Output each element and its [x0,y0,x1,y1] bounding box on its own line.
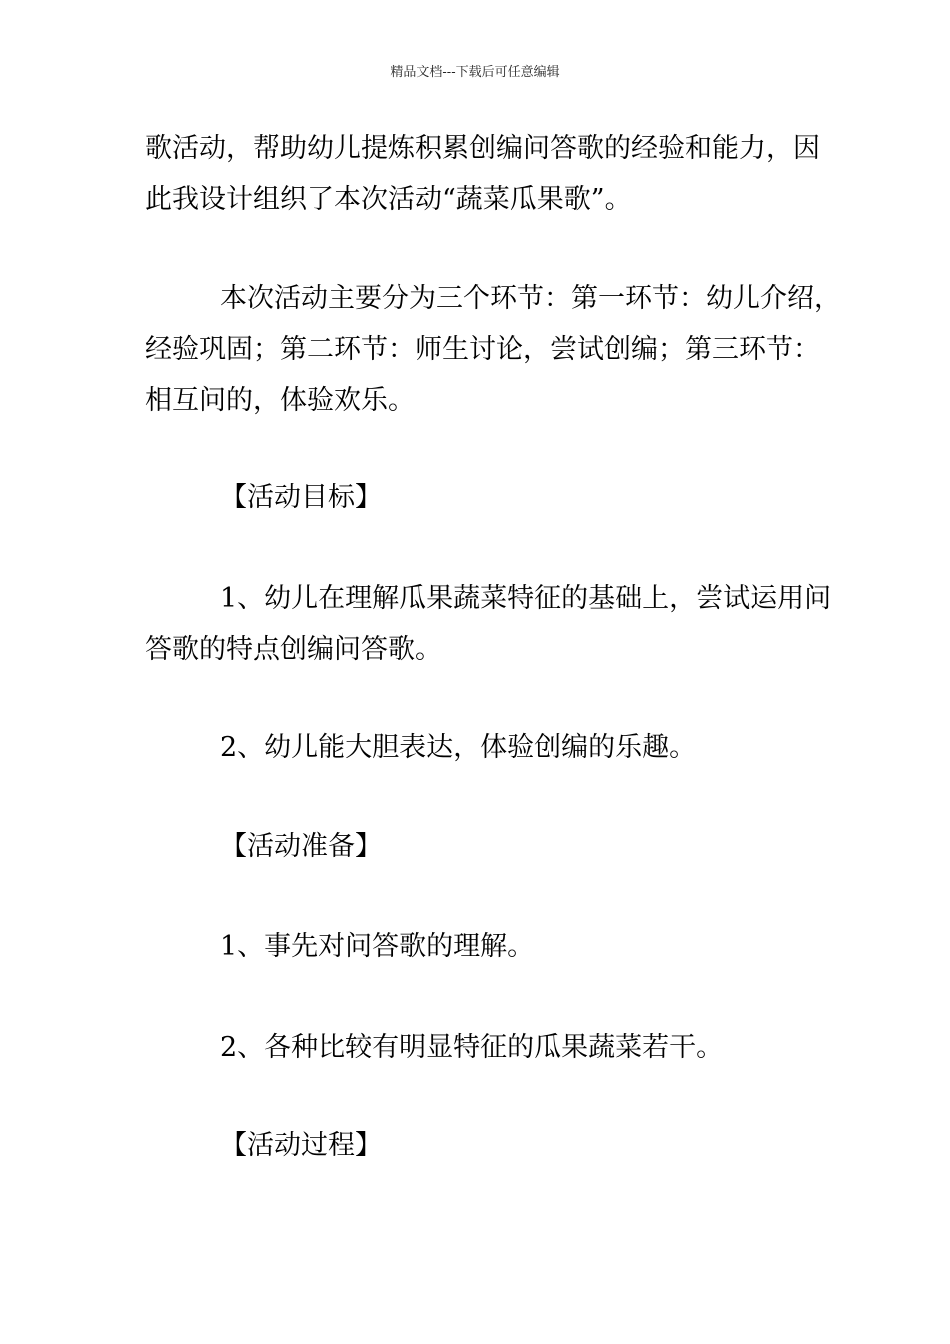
heading-activity-preparation: 【活动准备】 [220,831,382,862]
preparation-2: 2、各种比较有明显特征的瓜果蔬菜若干。 [220,1032,724,1063]
preparation-1: 1、事先对问答歌的理解。 [220,931,535,962]
heading-activity-goals: 【活动目标】 [220,482,382,513]
paragraph-2-line-3: 相互问的，体验欢乐。 [145,385,415,416]
intro-line-2: 此我设计组织了本次活动“蔬菜瓜果歌”。 [145,184,632,215]
goal-2: 2、幼儿能大胆表达，体验创编的乐趣。 [220,732,697,763]
paragraph-2-line-1: 本次活动主要分为三个环节：第一环节：幼儿介绍， [220,283,841,314]
intro-line-1: 歌活动，帮助幼儿提炼积累创编问答歌的经验和能力，因 [145,133,820,164]
paragraph-2-line-2: 经验巩固；第二环节：师生讨论，尝试创编；第三环节： [145,334,820,365]
heading-activity-process: 【活动过程】 [220,1130,382,1161]
goal-1-line-1: 1、幼儿在理解瓜果蔬菜特征的基础上，尝试运用问 [220,583,832,614]
goal-1-line-2: 答歌的特点创编问答歌。 [145,634,442,665]
page-header: 精品文档---下载后可任意编辑 [390,65,560,80]
